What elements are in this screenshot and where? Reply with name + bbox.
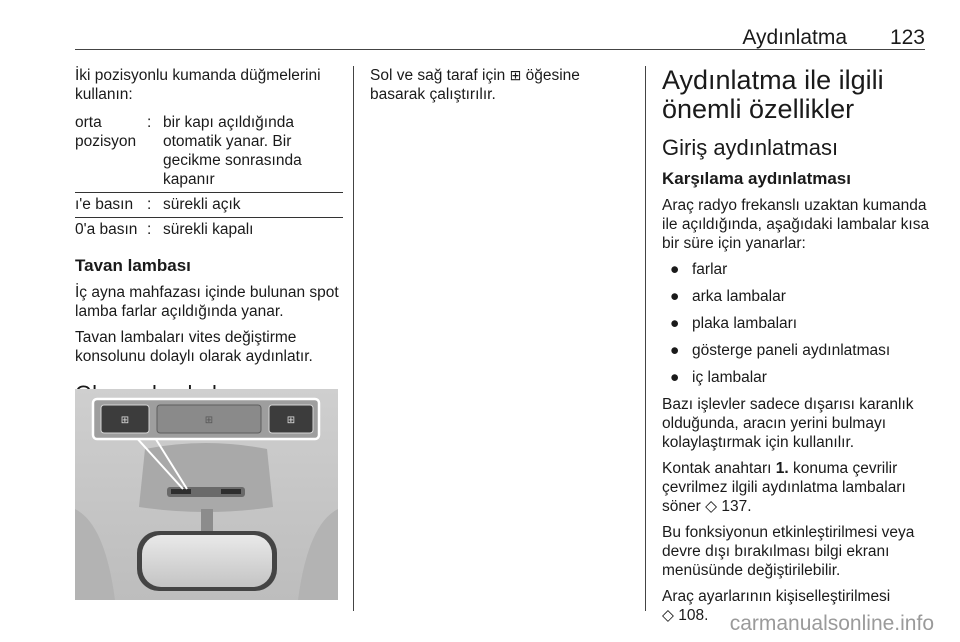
heading-tavan-lambasi: Tavan lambası xyxy=(75,256,191,275)
list-item xyxy=(662,314,930,333)
column-1 xyxy=(75,66,343,415)
function-paragraph: Bazı işlevler sadece dışarısı karanlık olduğunda, aracın yerini bulmayı kolaylaştırmak için kullanılır. xyxy=(662,396,914,451)
header-rule xyxy=(75,49,925,50)
page-number: 123 xyxy=(889,26,925,49)
reading-lights-illustration xyxy=(75,389,338,600)
list-item-text: gösterge paneli aydınlatması xyxy=(692,342,891,359)
heading-karsilama: Karşılama aydınlatması xyxy=(662,169,851,188)
list-item-text: plaka lambaları xyxy=(692,315,798,332)
page-ref-icon: ◇ xyxy=(705,498,718,515)
page-ref-link[interactable]: 108. xyxy=(678,607,709,624)
table-sep: : xyxy=(147,193,163,218)
list-item xyxy=(662,287,930,306)
list-item-text: farlar xyxy=(692,261,728,278)
section-title: Aydınlatma xyxy=(742,26,847,49)
page-header xyxy=(75,26,925,52)
tavan-paragraph-2: Tavan lambaları vites değiştirme konsolunu dolaylı olarak aydınlatır. xyxy=(75,329,313,365)
table-value: sürekli kapalı xyxy=(163,221,254,238)
bullet-icon: ● xyxy=(670,342,680,359)
intro-text: İki pozisyonlu kumanda düğmelerini kullanın: xyxy=(75,67,321,103)
table-key: 0'a basın xyxy=(75,221,138,238)
table-key: ı'e basın xyxy=(75,193,147,218)
ignition-text-end: konuma çevrilir çevrilmez ilgili aydınlatma lambaları söner xyxy=(662,460,906,515)
paragraph-text-end: öğesine basarak çalıştırılır. xyxy=(370,67,580,103)
list-item xyxy=(662,260,930,279)
table-value: bir kapı açıldığında otomatik yanar. Bir gecikme sonrasında kapanır xyxy=(163,111,343,193)
karsilama-paragraph: Araç radyo frekanslı uzaktan kumanda ile açıldığında, aşağıdaki lambalar kısa bir süre için yanarlar: xyxy=(662,197,930,252)
page-ref-link[interactable]: 137. xyxy=(721,498,752,515)
column-divider-2 xyxy=(645,66,646,611)
table-value: sürekli açık xyxy=(163,193,343,218)
reading-light-icon: ⊞ xyxy=(509,67,522,83)
column-2 xyxy=(370,66,632,111)
table-sep: : xyxy=(147,221,152,238)
svg-text:⊞: ⊞ xyxy=(120,415,130,426)
bullet-icon: ● xyxy=(670,315,680,332)
section-subtitle: Giriş aydınlatması xyxy=(662,135,839,160)
ignition-paragraph xyxy=(662,459,930,516)
chapter-title: Aydınlatma ile ilgili önemli özellikler xyxy=(662,65,884,124)
column-2-paragraph xyxy=(370,66,632,104)
personalization-text: Araç ayarlarının kişiselleştirilmesi xyxy=(662,588,891,605)
ignition-position: 1. xyxy=(775,460,789,477)
svg-text:⊞: ⊞ xyxy=(286,415,296,426)
table-sep: : xyxy=(147,111,163,193)
settings-paragraph: Bu fonksiyonun etkinleştirilmesi veya devre dışı bırakılması bilgi ekranı menüsünde değiştirilebilir. xyxy=(662,524,915,579)
bullet-icon: ● xyxy=(670,369,680,386)
bullet-icon: ● xyxy=(670,288,680,305)
ignition-text-start: Kontak anahtarı xyxy=(662,460,772,477)
svg-text:⊞: ⊞ xyxy=(204,415,214,426)
paragraph-text-start: Sol ve sağ taraf için xyxy=(370,67,506,84)
switch-position-table xyxy=(75,111,343,242)
list-item xyxy=(662,341,930,360)
list-item-text: iç lambalar xyxy=(692,369,767,386)
table-key: orta pozisyon xyxy=(75,111,147,193)
list-item-text: arka lambalar xyxy=(692,288,786,305)
column-3 xyxy=(662,66,930,632)
tavan-paragraph-1: İç ayna mahfazası içinde bulunan spot lamba farlar açıldığında yanar. xyxy=(75,284,339,320)
bullet-icon: ● xyxy=(670,261,680,278)
watermark: carmanualsonline.info xyxy=(729,612,934,635)
list-item xyxy=(662,368,930,387)
light-list xyxy=(662,260,930,387)
reading-lights-photo xyxy=(75,389,338,600)
page-ref-icon: ◇ xyxy=(662,607,674,624)
column-divider-1 xyxy=(353,66,354,611)
